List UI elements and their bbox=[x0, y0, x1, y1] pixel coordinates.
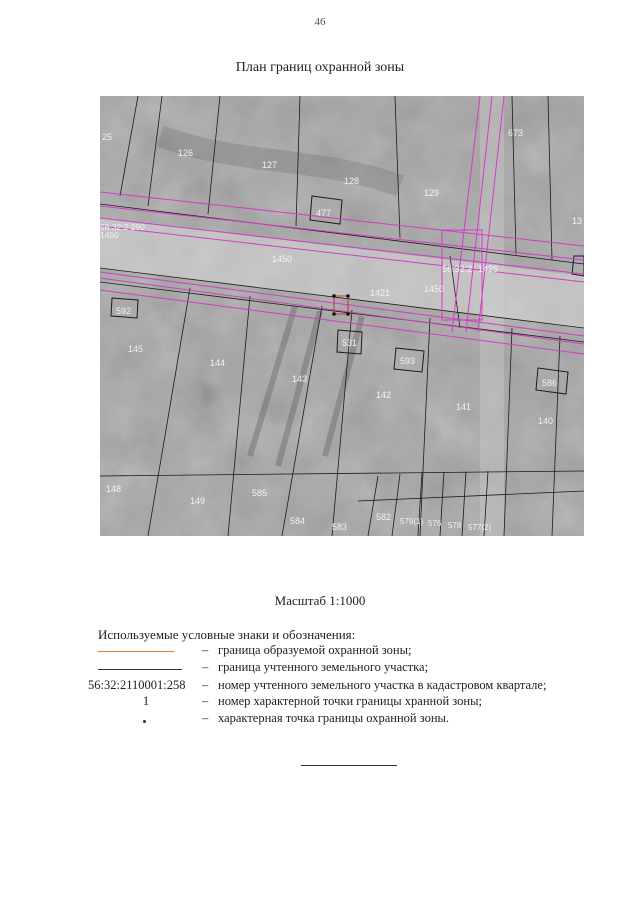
parcel-label: 13 bbox=[572, 216, 583, 226]
parcel-label: 128 bbox=[344, 176, 360, 186]
parcel-label: 148 bbox=[106, 484, 122, 494]
legend-dash: – bbox=[202, 678, 209, 692]
legend-description: граница образуемой охранной зоны; bbox=[218, 643, 412, 657]
legend-dash: – bbox=[202, 711, 209, 725]
parcel-label: 584 bbox=[290, 516, 306, 526]
parcel-label: 531 bbox=[342, 338, 358, 348]
parcel-label: 1450 bbox=[424, 284, 445, 294]
map-scale: Масштаб 1:1000 bbox=[274, 593, 366, 608]
parcel-label: 592 bbox=[116, 306, 132, 316]
parcel-label: 583 bbox=[332, 522, 348, 532]
parcel-label: 25 bbox=[102, 132, 113, 142]
parcel-label: 144 bbox=[210, 358, 226, 368]
parcel-label: 1425 bbox=[478, 264, 499, 274]
legend-dash: – bbox=[202, 643, 209, 657]
legend-description: номер характерной точки границы хранной зоны; bbox=[218, 694, 482, 708]
legend-key bbox=[98, 694, 198, 710]
signature-line bbox=[301, 765, 397, 766]
parcel-label: 576 bbox=[428, 519, 442, 528]
parcel-label: 1450 bbox=[272, 254, 293, 264]
parcel-label: 145 bbox=[128, 344, 144, 354]
legend-item-characteristic-point bbox=[98, 711, 618, 727]
parcel-label: 142 bbox=[376, 390, 392, 400]
parcel-label: 585 bbox=[252, 488, 268, 498]
parcel-label: 126 bbox=[178, 148, 194, 158]
legend-item-parcel-boundary bbox=[98, 660, 618, 676]
vertical-road-band bbox=[480, 96, 504, 536]
parcel-label: 586 bbox=[542, 378, 558, 388]
legend-item-zone-boundary bbox=[98, 643, 618, 659]
legend-key bbox=[98, 660, 198, 676]
parcel-label: 149 bbox=[190, 496, 206, 506]
parcel-label: 673 bbox=[508, 128, 524, 138]
legend-key bbox=[88, 678, 198, 694]
legend-dash: – bbox=[202, 694, 209, 708]
parcel-label: 1421 bbox=[370, 288, 391, 298]
parcel-label: 579(1) bbox=[400, 517, 424, 526]
page-number: 46 bbox=[314, 16, 326, 28]
legend-description: номер учтенного земельного участка в кадастровом квартале; bbox=[218, 678, 547, 692]
parcel-label: 56:32:2 290 bbox=[100, 222, 145, 232]
document-title: План границ охранной зоны bbox=[235, 60, 405, 75]
parcel-label: 129 bbox=[424, 188, 440, 198]
parcel-label: 593 bbox=[400, 356, 416, 366]
parcel-label: 141 bbox=[456, 402, 472, 412]
parcel-label: 578 bbox=[448, 521, 462, 530]
parcel-label: 1450 bbox=[100, 230, 119, 240]
legend-item-parcel-number bbox=[88, 678, 618, 694]
parcel-label: 577(2) bbox=[468, 523, 492, 532]
legend-key bbox=[98, 643, 198, 659]
parcel-label: 477 bbox=[316, 208, 332, 218]
orange-line-symbol bbox=[98, 651, 174, 652]
parcel-label: 143 bbox=[292, 374, 308, 384]
legend-dash: – bbox=[202, 660, 209, 674]
point-dot-icon bbox=[143, 720, 146, 723]
black-line-symbol bbox=[98, 669, 182, 670]
legend-heading: Используемые условные знаки и обозначения: bbox=[98, 627, 356, 642]
map-canvas bbox=[100, 96, 584, 536]
legend-key-text: 1 bbox=[142, 694, 150, 708]
parcel-label: 140 bbox=[538, 416, 554, 426]
legend-key bbox=[98, 711, 198, 727]
cadastral-map bbox=[100, 96, 584, 536]
legend-item-point-number bbox=[98, 694, 618, 710]
legend-description: характерная точка границы охранной зоны. bbox=[218, 711, 450, 725]
parcel-label: 56:32:2 bbox=[442, 264, 473, 274]
parcel-label: 582 bbox=[376, 512, 392, 522]
legend-key-text: 56:32:2110001:258 bbox=[88, 678, 186, 692]
legend-description: граница учтенного земельного участка; bbox=[218, 660, 429, 674]
parcel-label: 127 bbox=[262, 160, 278, 170]
